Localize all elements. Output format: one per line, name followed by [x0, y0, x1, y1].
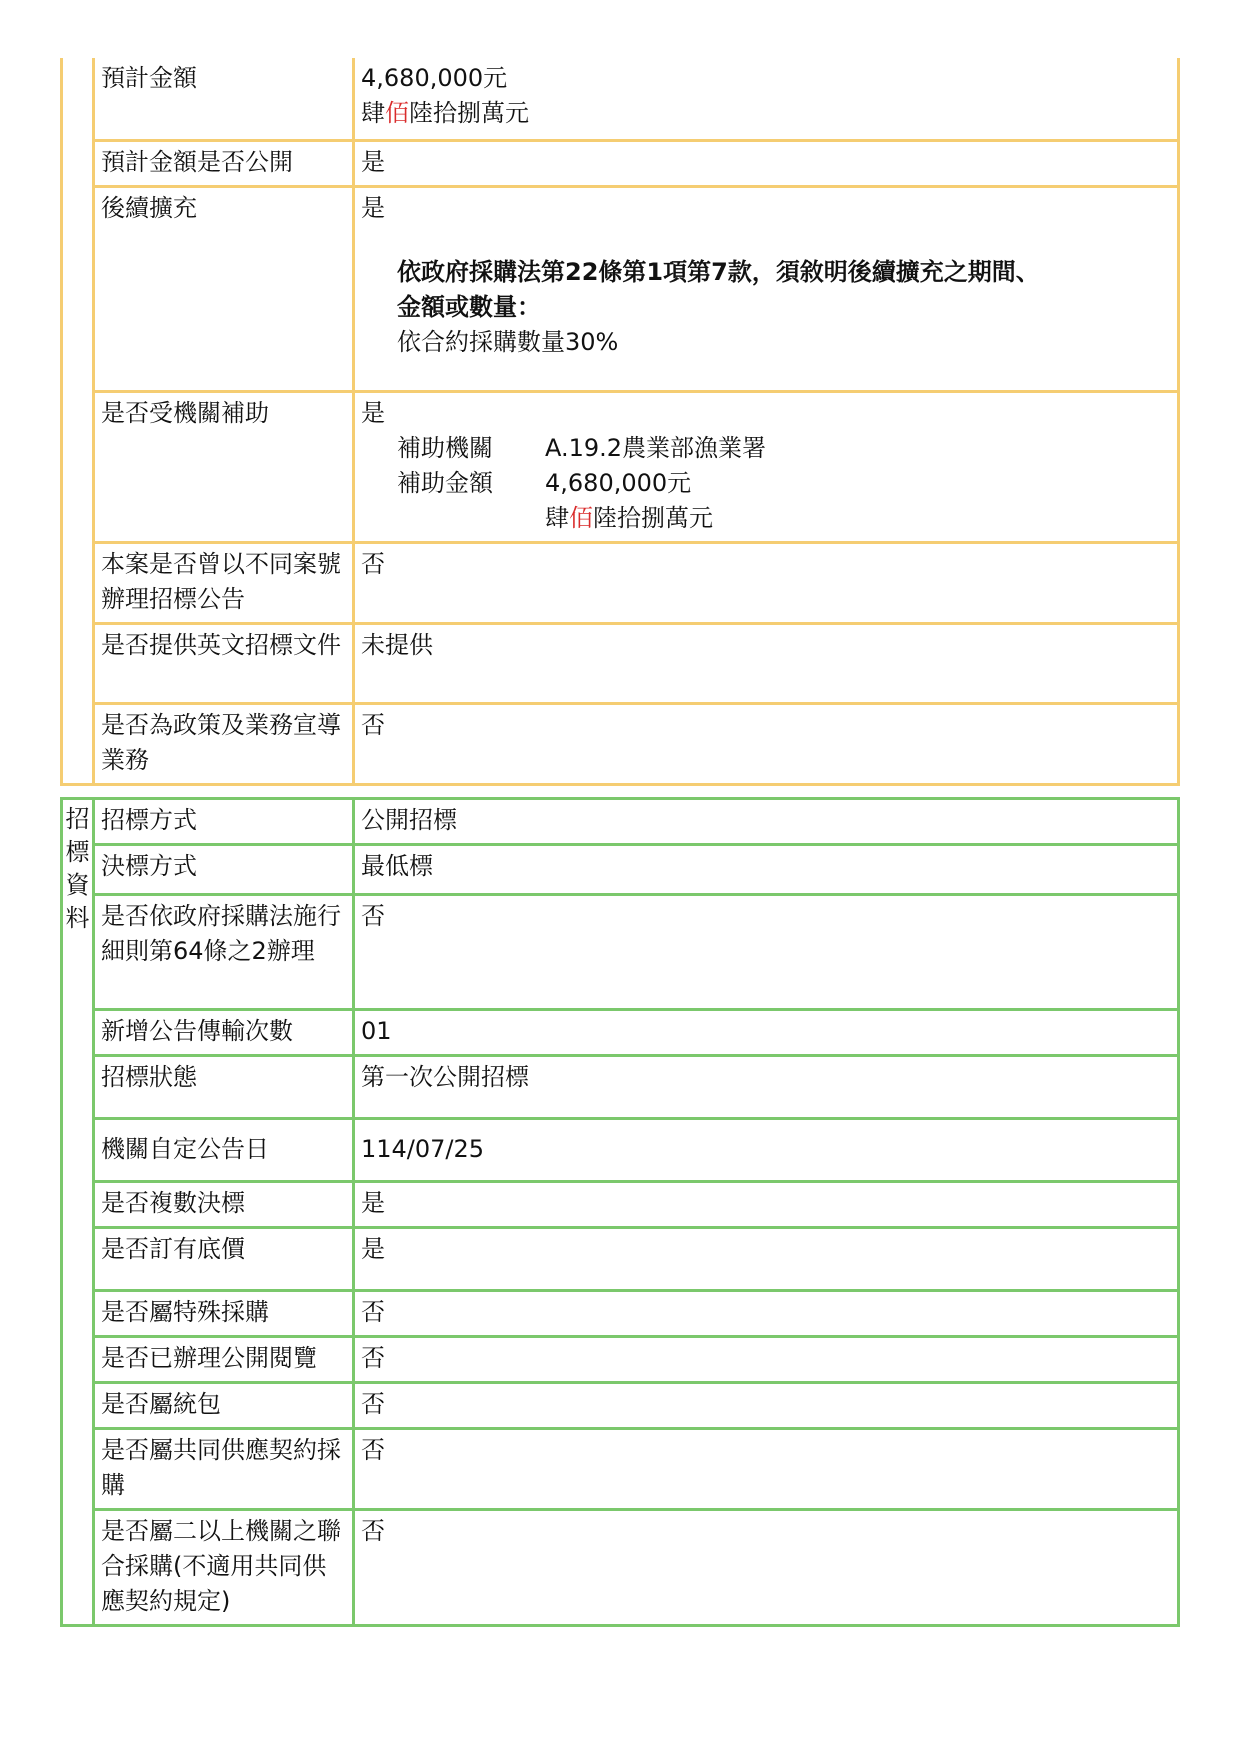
section-header-cell — [62, 58, 94, 784]
amount-words-part: 肆 — [361, 99, 385, 127]
field-value: 未提供 — [354, 623, 1179, 703]
field-label: 是否屬統包 — [94, 1383, 354, 1429]
field-label: 招標方式 — [94, 799, 354, 845]
expansion-note-title: 依政府採購法第22條第1項第7款，須敘明後續擴充之期間、 — [397, 257, 1040, 286]
field-label: 是否複數決標 — [94, 1182, 354, 1228]
field-label: 本案是否曾以不同案號辦理招標公告 — [94, 542, 354, 623]
field-label: 是否屬特殊採購 — [94, 1291, 354, 1337]
spacer — [397, 501, 545, 536]
table-row — [62, 1182, 1179, 1228]
field-value: 否 — [354, 542, 1179, 623]
amount-words — [545, 501, 713, 536]
expansion-note-title: 金額或數量： — [397, 292, 541, 321]
field-label: 是否受機關補助 — [94, 391, 354, 542]
section-title-char: 標 — [65, 838, 90, 866]
field-value: 是 — [354, 140, 1179, 186]
field-value — [354, 58, 1179, 140]
amount-words-part: 肆 — [545, 503, 569, 532]
field-label: 新增公告傳輸次數 — [94, 1010, 354, 1056]
table-row — [62, 1228, 1179, 1291]
budget-table — [60, 58, 1180, 786]
field-value: 否 — [354, 1383, 1179, 1429]
table-row — [62, 895, 1179, 1010]
budget-amount-words — [361, 96, 1171, 131]
table-row — [62, 1337, 1179, 1383]
expansion-note-body: 依合約採購數量30% — [397, 327, 619, 356]
table-row — [62, 391, 1179, 542]
field-label: 預計金額是否公開 — [94, 140, 354, 186]
field-value: 否 — [354, 1337, 1179, 1383]
field-value: 否 — [354, 1510, 1179, 1626]
field-label: 是否依政府採購法施行細則第64條之2辦理 — [94, 895, 354, 1010]
table-row — [62, 186, 1179, 391]
subsidy-value: 是 — [361, 398, 385, 427]
table-row — [62, 845, 1179, 895]
section-title-char: 料 — [65, 904, 90, 932]
table-row — [62, 1429, 1179, 1510]
section-title-char: 招 — [65, 805, 90, 833]
field-label: 預計金額 — [94, 58, 354, 140]
table-row — [62, 799, 1179, 845]
field-value: 否 — [354, 895, 1179, 1010]
field-label: 招標狀態 — [94, 1056, 354, 1119]
field-value: 第一次公開招標 — [354, 1056, 1179, 1119]
field-label: 是否屬二以上機關之聯合採購(不適用共同供應契約規定) — [94, 1510, 354, 1626]
field-value: 是 — [354, 1182, 1179, 1228]
table-row — [62, 623, 1179, 703]
amount-words-highlight: 佰 — [385, 99, 409, 127]
amount-words-highlight: 佰 — [569, 503, 593, 532]
field-value: 01 — [354, 1010, 1179, 1056]
field-value: 是 — [354, 1228, 1179, 1291]
table-row — [62, 542, 1179, 623]
field-value — [354, 391, 1179, 542]
table-row — [62, 1510, 1179, 1626]
subsidy-amount-words — [361, 501, 1171, 536]
subsidy-amount — [361, 466, 1171, 501]
subsidy-agency-key: 補助機關 — [397, 433, 493, 462]
table-row — [62, 1010, 1179, 1056]
field-label: 是否訂有底價 — [94, 1228, 354, 1291]
table-row — [62, 703, 1179, 784]
field-value: 否 — [354, 1429, 1179, 1510]
section-header-cell — [62, 799, 94, 1626]
budget-amount: 4,680,000元 — [361, 64, 508, 92]
table-row — [62, 140, 1179, 186]
section-title-char: 資 — [65, 871, 90, 899]
field-label: 後續擴充 — [94, 186, 354, 391]
table-row — [62, 1056, 1179, 1119]
table-row — [62, 58, 1179, 140]
field-value: 否 — [354, 703, 1179, 784]
field-value: 114/07/25 — [354, 1119, 1179, 1182]
table-row — [62, 1291, 1179, 1337]
tender-info-table — [60, 797, 1180, 1627]
field-label: 是否已辦理公開閱覽 — [94, 1337, 354, 1383]
field-label: 決標方式 — [94, 845, 354, 895]
section-title — [65, 803, 90, 935]
field-value: 否 — [354, 1291, 1179, 1337]
amount-words-part: 陸拾捌萬元 — [593, 503, 713, 532]
table-row — [62, 1383, 1179, 1429]
subsidy-amount-value: 4,680,000元 — [545, 468, 692, 497]
field-label: 是否提供英文招標文件 — [94, 623, 354, 703]
amount-words-part: 陸拾捌萬元 — [409, 99, 529, 127]
table-row — [62, 1119, 1179, 1182]
subsidy-amount-key: 補助金額 — [397, 468, 493, 497]
subsidy-agency-value: A.19.2農業部漁業署 — [545, 433, 767, 462]
field-label: 是否屬共同供應契約採購 — [94, 1429, 354, 1510]
expansion-value: 是 — [361, 193, 385, 222]
field-value: 公開招標 — [354, 799, 1179, 845]
subsidy-agency — [361, 431, 1171, 466]
field-value: 最低標 — [354, 845, 1179, 895]
field-label: 是否為政策及業務宣導業務 — [94, 703, 354, 784]
field-label: 機關自定公告日 — [94, 1119, 354, 1182]
field-value — [354, 186, 1179, 391]
